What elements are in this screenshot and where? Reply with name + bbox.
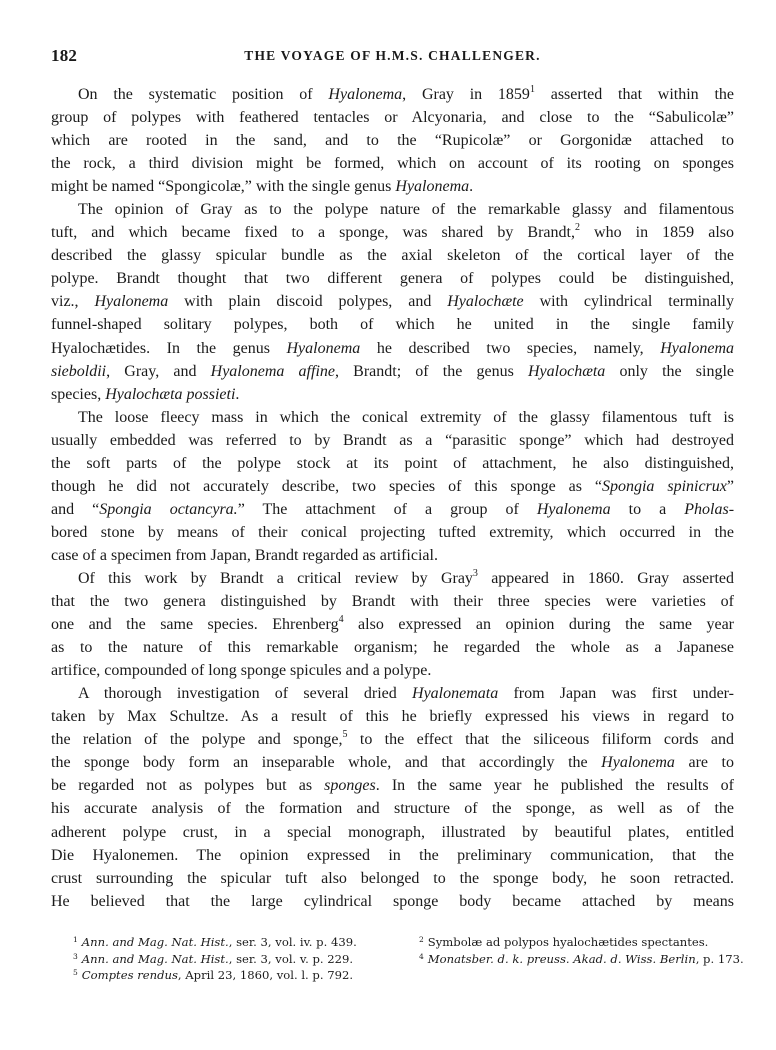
text-run: Die Hyalonemen. The opinion expressed in the preliminary communication, that the	[51, 846, 734, 864]
text-run: On the systematic position of	[78, 86, 329, 103]
italic-text: Hyalonema	[328, 86, 403, 103]
text-line	[51, 132, 734, 155]
footnote-number: 3	[73, 951, 78, 961]
footnote-number: 1	[73, 935, 78, 944]
footnote-number: 5	[73, 968, 78, 977]
text-run: one and the same species. Ehrenberg	[51, 616, 339, 634]
page-number: 182	[51, 46, 78, 65]
text-line	[51, 547, 734, 570]
text-run: Hyalochætides. In the genus	[51, 339, 287, 357]
italic-text: Ann. and Mag. Nat. Hist.	[81, 935, 229, 949]
text-run: group of polypes with feathered tentacles or Alcyonaria, and close to the “Sabulicolæ”	[51, 109, 734, 127]
text-run: to a	[610, 500, 685, 518]
text-run: usually embedded was referred to by Brandt as a “parasitic sponge” which had destroyed	[51, 431, 734, 449]
italic-text: Hyalonema	[286, 339, 361, 357]
text-run: taken by Max Schultze. As a result of this he briefly expressed his views in regard to	[51, 708, 734, 726]
text-line	[51, 685, 734, 708]
footnote	[73, 951, 357, 968]
text-run: only the single	[605, 362, 734, 380]
text-run: He believed that the large cylindrical sponge body became attached by means	[51, 892, 734, 910]
text-line	[51, 109, 734, 132]
text-line	[51, 567, 734, 593]
text-run: ” The attachment of a group of	[237, 500, 537, 518]
page-header	[51, 46, 734, 68]
italic-text: Hyalonema	[660, 339, 734, 357]
text-line	[51, 270, 734, 293]
text-line	[51, 731, 734, 754]
text-run: ”	[726, 477, 734, 495]
text-run: bored stone by means of their conical projecting tufted extremity, which occurred in the	[51, 523, 734, 541]
text-run: polype. Brandt thought that two different genera of polypes could be distinguished,	[51, 270, 734, 288]
text-run: the soft parts of the polype stock at its point of attachment, he also distinguished,	[51, 454, 734, 472]
text-run: with cylindrical terminally	[523, 293, 735, 311]
text-run: the relation of the polype and sponge,	[51, 731, 343, 749]
text-run: tuft, and which became fixed to a sponge, was shared by Brandt,	[51, 224, 575, 242]
italic-text: Ann. and Mag. Nat. Hist.	[81, 951, 229, 966]
text-line	[51, 432, 734, 455]
italic-text: Hyalochæta possieti	[105, 385, 236, 403]
text-line	[51, 893, 734, 916]
text-line	[51, 247, 734, 270]
text-line	[51, 386, 734, 409]
text-run: The loose fleecy mass in which the conical extremity of the glassy filamentous tuft is	[78, 408, 734, 426]
text-run: appeared in 1860. Gray asserted	[477, 569, 734, 587]
italic-text: sieboldii	[51, 362, 107, 380]
text-run: which are rooted in the sand, and to the “Rupicolæ” or Gorgonidæ attached to	[51, 132, 734, 150]
text-run: from Japan was first under-	[498, 685, 735, 703]
text-line	[51, 155, 734, 178]
text-run: , Gray, and	[106, 362, 211, 380]
text-run: described the glassy spicular bundle as the axial skeleton of the cortical layer of the	[51, 247, 734, 265]
text-run: Of this work by Brandt a critical review by Gray	[78, 569, 473, 587]
text-run: Symbolæ ad polypos hyalochætides spectantes.	[427, 935, 709, 949]
footnotes-right-column	[419, 934, 744, 967]
text-run: case of a specimen from Japan, Brandt regarded as artificial.	[51, 546, 438, 564]
text-line	[51, 847, 734, 870]
text-line	[51, 363, 734, 386]
text-run: funnel-shaped solitary polypes, both of which he united in the single family	[51, 316, 734, 334]
text-run: though he did not accurately describe, two species of this sponge as “	[51, 477, 602, 495]
text-line	[51, 754, 734, 777]
footnotes-left-column	[73, 934, 357, 984]
text-run: , April 23, 1860, vol. l. p. 792.	[177, 968, 354, 982]
footnote	[73, 967, 357, 984]
text-run: to the effect that the siliceous filiform cords and	[347, 731, 735, 749]
text-line	[51, 524, 734, 547]
text-line	[51, 501, 734, 524]
footnote-ref: 1	[529, 84, 535, 95]
text-run: as to the nature of this remarkable organism; he regarded the whole as a Japanese	[51, 639, 734, 657]
text-line	[51, 708, 734, 731]
italic-text: Hyalonema	[395, 178, 470, 196]
italic-text: Spongia octancyra.	[99, 500, 238, 518]
text-line	[51, 639, 734, 662]
italic-text: Pholas-	[684, 500, 735, 518]
text-line	[51, 777, 734, 800]
text-run: artifice, compounded of long sponge spicules and a polype.	[51, 662, 432, 680]
footnote-number: 2	[419, 935, 424, 944]
text-run: , Brandt; of the genus	[335, 362, 528, 380]
running-head: THE VOYAGE OF H.M.S. CHALLENGER.	[244, 48, 541, 63]
text-run: with plain discoid polypes, and	[168, 293, 448, 311]
italic-text: Hyalonemata	[412, 685, 499, 703]
footnote	[419, 951, 744, 968]
text-run: be regarded not as polypes but as	[51, 777, 325, 795]
text-line	[51, 662, 734, 685]
text-line	[51, 870, 734, 893]
text-line	[51, 201, 734, 224]
text-run: might be named “Spongicolæ,” with the single genus	[51, 178, 396, 196]
text-run: also expressed an opinion during the same year	[343, 616, 735, 634]
body-text	[51, 86, 734, 916]
text-run: the sponge body form an inseparable whole, and that accordingly the	[51, 754, 602, 772]
text-run: his accurate analysis of the formation and structure of the sponge, as well as of the	[51, 800, 734, 818]
text-run: , p. 173.	[695, 951, 744, 966]
text-line	[51, 340, 734, 363]
text-line	[51, 316, 734, 339]
footnote	[419, 934, 744, 951]
text-line	[51, 824, 734, 847]
text-line	[51, 178, 734, 201]
italic-text: Hyalonema affine	[210, 362, 335, 380]
footnote-ref: 2	[574, 222, 580, 234]
text-run: that the two genera distinguished by Brandt with their three species were varieties of	[51, 593, 734, 611]
text-run: are to	[674, 754, 734, 772]
footnote-number: 4	[419, 951, 424, 961]
text-line	[51, 293, 734, 316]
text-run: A thorough investigation of several dried	[78, 685, 413, 703]
text-run: .	[469, 178, 474, 196]
text-run: asserted that within the	[534, 86, 734, 103]
text-line	[51, 616, 734, 639]
text-line	[51, 455, 734, 478]
italic-text: Hyalochæta	[527, 362, 606, 380]
text-run: crust surrounding the spicular tuft also belonged to the sponge body, he soon retracted.	[51, 869, 734, 887]
italic-text: Hyalonema	[94, 293, 169, 311]
text-run: adherent polype crust, in a special monograph, illustrated by beautiful plates, entitled	[51, 823, 734, 841]
italic-text: Hyalonema	[536, 500, 611, 518]
text-run: , Gray in 1859	[402, 86, 530, 103]
footnote-ref: 3	[472, 567, 478, 579]
text-run: , ser. 3, vol. iv. p. 439.	[228, 935, 357, 949]
text-run: who in 1859 also	[579, 224, 734, 242]
text-line	[51, 593, 734, 616]
italic-text: Spongia spinicrux	[601, 477, 727, 495]
footnote-ref: 4	[338, 614, 344, 626]
text-run: The opinion of Gray as to the polype nature of the remarkable glassy and filamentous	[78, 201, 734, 219]
text-run: viz.,	[51, 293, 95, 311]
text-run: and “	[51, 500, 100, 518]
text-run: .	[235, 385, 240, 403]
text-run: the rock, a third division might be formed, which on account of its rooting on sponges	[51, 155, 734, 173]
text-run: , ser. 3, vol. v. p. 229.	[228, 951, 354, 966]
text-line	[51, 86, 734, 109]
footnote-ref: 5	[342, 729, 348, 741]
text-line	[51, 409, 734, 432]
italic-text: sponges	[324, 777, 376, 795]
text-line	[51, 224, 734, 247]
footnote	[73, 934, 357, 951]
italic-text: Comptes rendus	[81, 968, 178, 982]
text-line	[51, 478, 734, 501]
italic-text: Monatsber. d. k. preuss. Akad. d. Wiss. Berlin	[427, 951, 696, 966]
italic-text: Hyalonema	[601, 754, 675, 772]
text-run: species,	[51, 385, 106, 403]
text-run: . In the same year he published the results of	[375, 777, 734, 795]
text-run: he described two species, namely,	[360, 339, 661, 357]
italic-text: Hyalochæte	[447, 293, 524, 311]
text-line	[51, 800, 734, 823]
